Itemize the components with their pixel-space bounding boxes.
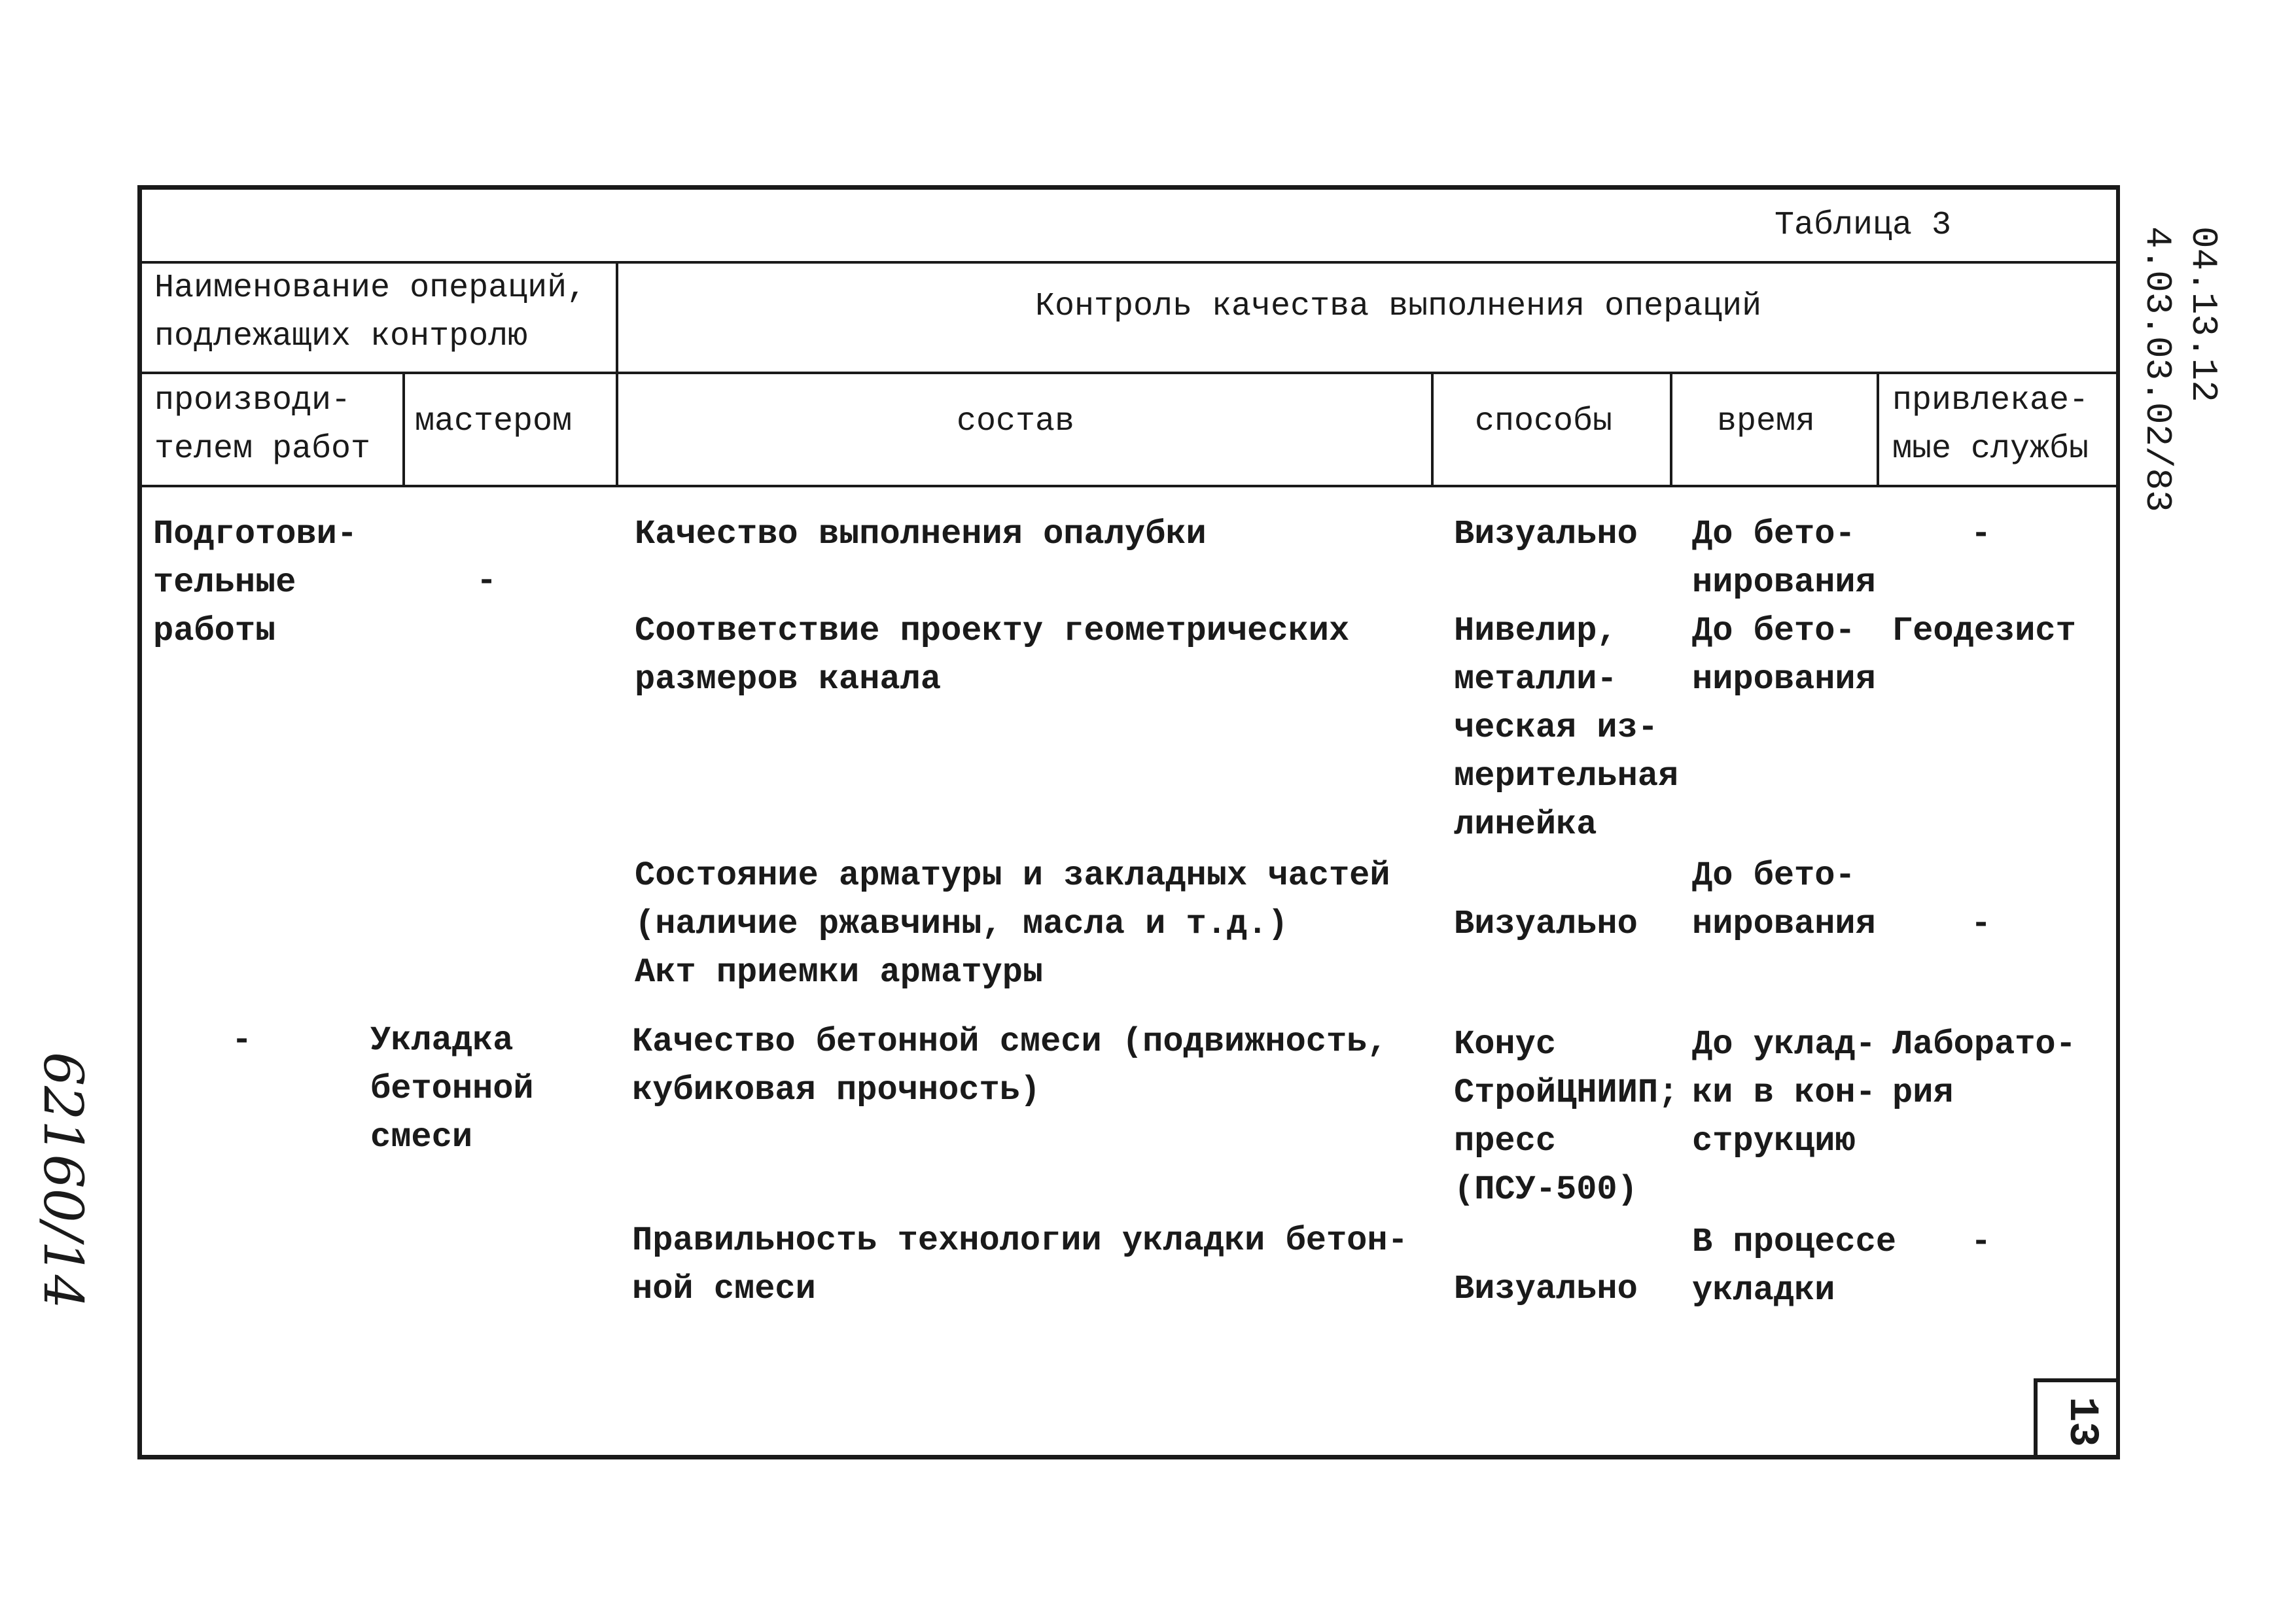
row-5-composition: Правильность технологии укладки бетон- ной смеси <box>632 1221 1408 1308</box>
table-caption: Таблица 3 <box>1775 207 1952 244</box>
header-rule-1 <box>140 372 2119 374</box>
col-rule-operations <box>616 262 618 486</box>
col-rule-methods <box>1670 373 1672 486</box>
row-4-composition: Качество бетонной смеси (подвижность, кубиковая прочность) <box>632 1022 1388 1109</box>
group-2-master: Укладка бетонной смеси <box>370 1021 534 1157</box>
handwritten-number: 62160/14 <box>31 1052 94 1309</box>
row-3-time: До бето- нирования <box>1692 856 1876 943</box>
header-control: Контроль качества выполнения операций <box>1035 288 1762 325</box>
group-2-producer: - <box>232 1021 253 1060</box>
header-operations: Наименование операций, подлежащих контролю <box>154 270 587 355</box>
caption-rule <box>140 261 2119 264</box>
row-5-time: В процессе укладки <box>1692 1223 1897 1310</box>
group-1-producer: Подготови- тельные работы <box>153 515 358 650</box>
row-4-method: Конус СтройЦНИИП; пресс (ПСУ-500) <box>1454 1025 1679 1209</box>
row-1-composition: Качество выполнения опалубки <box>635 515 1207 553</box>
col-rule-composition <box>1431 373 1434 486</box>
row-1-time: До бето- нирования <box>1692 515 1876 602</box>
header-rule-2 <box>140 485 2119 487</box>
header-col-services: привлекае- мые службы <box>1892 382 2089 468</box>
row-4-time: До уклад- ки в кон- струкцию <box>1692 1025 1876 1161</box>
col-rule-producer <box>402 373 405 486</box>
row-2-composition: Соответствие проекту геометрических размеров канала <box>635 612 1350 699</box>
page-number: 13 <box>2058 1397 2105 1447</box>
row-2-method: Нивелир, металли- ческая из- мерительная линейка <box>1454 612 1679 844</box>
row-1-method: Визуально <box>1454 515 1638 553</box>
row-4-service: Лаборато- рия <box>1892 1025 2076 1112</box>
row-2-time: До бето- нирования <box>1692 612 1876 699</box>
header-col-composition: состав <box>957 403 1075 440</box>
row-1-service: - <box>1971 515 1992 553</box>
row-5-method: Визуально <box>1454 1270 1638 1308</box>
header-col-time: время <box>1717 403 1816 440</box>
col-rule-time <box>1877 373 1879 486</box>
row-3-method: Визуально <box>1454 905 1638 943</box>
row-3-composition: Состояние арматуры и закладных частей (наличие ржавчины, масла и т.д.) Акт приемки арматуры <box>635 856 1390 992</box>
side-document-code: 04.13.12 4.03.03.02/83 <box>2136 226 2224 512</box>
header-col-master: мастером <box>415 403 573 440</box>
row-3-service: - <box>1971 905 1992 943</box>
page-number-box <box>2034 1378 2117 1459</box>
row-5-service: - <box>1971 1223 1992 1261</box>
header-col-producer: производи- телем работ <box>154 382 371 468</box>
row-2-service: Геодезист <box>1892 612 2076 650</box>
header-col-methods: способы <box>1475 403 1613 440</box>
group-1-master: - <box>476 562 497 601</box>
